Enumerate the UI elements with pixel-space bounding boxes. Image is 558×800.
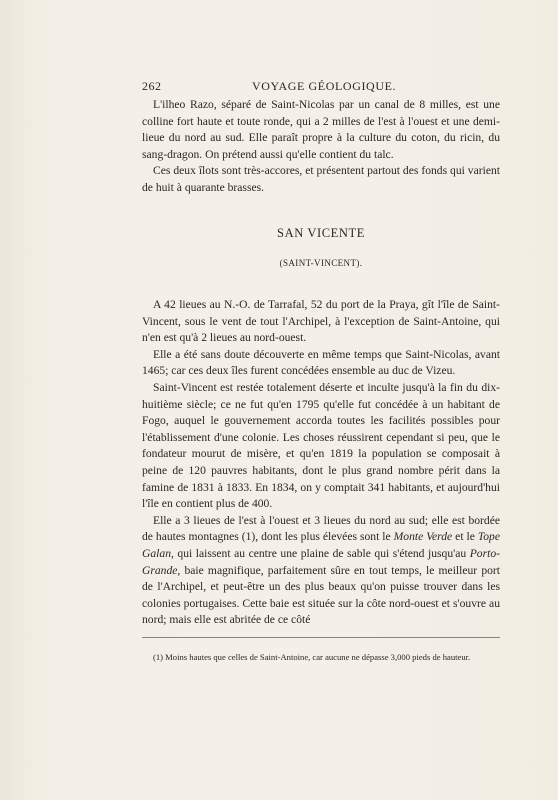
running-header bbox=[142, 79, 502, 95]
running-title: VOYAGE GÉOLOGIQUE. bbox=[252, 79, 397, 93]
place-porto-grande: Porto-Grande bbox=[142, 546, 500, 577]
section-subtitle: (SAINT-VINCENT). bbox=[279, 258, 363, 268]
geo-text-3: , qui laissent au centre une plaine de sable qui s'étend jusqu'au bbox=[170, 546, 470, 560]
paragraph-islets: Ces deux îlots sont très-accores, et présentent partout des fonds qui varient de huit à quarante brasses. bbox=[142, 164, 500, 194]
section-body bbox=[142, 297, 500, 629]
paragraph-location: A 42 lieues au N.-O. de Tarrafal, 52 du port de la Praya, gît l'île de Saint-Vincent, sous le vent de tout l'Archipel, à l'exception de Saint-Antoine, qui n'en est qu'à 2 lieues au nord-ouest. bbox=[142, 298, 500, 345]
place-monte-verde: Monte Verde bbox=[393, 530, 453, 544]
section-title: SAN VICENTE bbox=[277, 226, 365, 240]
paragraph-razo: L'ilheo Razo, séparé de Saint-Nicolas par un canal de 8 milles, est une colline fort haute et toute ronde, qui a 2 milles de l'est à l'ouest et une demi-lieue du nord au sud. Elle paraît propre à la culture du coton, du ricin, du sang-dragon. On prétend aussi qu'elle contient du talc. bbox=[142, 98, 500, 161]
paragraph-history: Saint-Vincent est restée totalement déserte et inculte jusqu'à la fin du dix-huitième siècle; ce ne fut qu'en 1795 qu'elle fut concédée à un habitant de Fogo, auquel le gouvernement accorda toutes les facilités possibles pour l'établissement d'une colonie. Les choses réussirent cependant si peu, que le fondateur mourut de misère, et qu'en 1819 la population se composait à peine de 120 pauvres habitants, dont le plus grand nombre périt dans la famine de 1831 à 1833. En 1834, on y comptait 341 habitants, et aujourd'hui l'île en contient plus de 400. bbox=[142, 380, 500, 511]
paragraph-discovery: Elle a été sans doute découverte en même temps que Saint-Nicolas, avant 1465; car ces deux îles furent concédées ensemble au duc de Vizeu. bbox=[142, 347, 500, 378]
geo-text-2: et le bbox=[452, 530, 478, 544]
intro-text bbox=[142, 97, 500, 197]
geo-text-1: Elle a 3 lieues de l'est à l'ouest et 3 lieues du nord au sud; elle est bordée de hautes montagnes (1), dont les plus élevées sont le bbox=[142, 513, 500, 544]
paragraph-geography bbox=[142, 513, 500, 629]
footnote: (1) Moins hautes que celles de Saint-Antoine, car aucune ne dépasse 3,000 pieds de hauteur. bbox=[153, 652, 471, 662]
geo-text-4: , baie magnifique, parfaitement sûre en tout temps, le meilleur port de l'Archipel, et peut-être un des plus beaux qu'on puisse trouver dans les colonies portugaises. Cette baie est située sur la côte nord-ouest et s'ouvre au nord; mais elle est abritée de ce côté bbox=[142, 563, 500, 627]
page-number: 262 bbox=[142, 79, 162, 93]
place-tope-galan: Tope Galan bbox=[142, 530, 500, 560]
footnote-divider bbox=[142, 637, 500, 638]
